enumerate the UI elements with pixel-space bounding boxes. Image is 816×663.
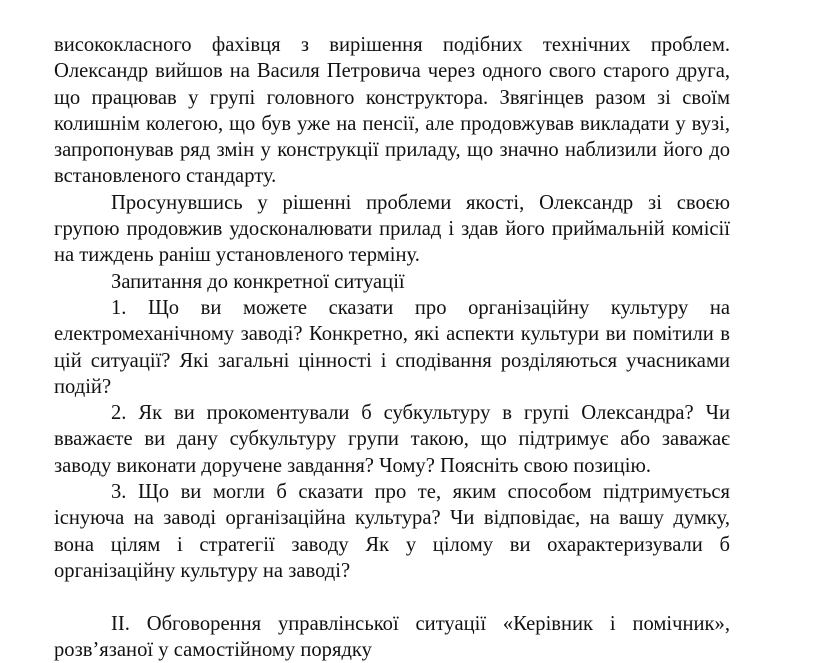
question-item: 1. Що ви можете сказати про організаційну культуру на електромеханічному заводі? Конкретно, які аспекти культури ви помітили в цій ситуації? Які загальні цінності і сподівання розділяються учасниками подій? [54,296,730,398]
section-title: II. Обговорення управлінської ситуації «Керівник і помічник», розв’язаної у самостійному порядку [54,612,730,661]
questions-heading: Запитання до конкретної ситуації [111,270,405,293]
question-item: 3. Що ви могли б сказати про те, яким способом підтримується існуюча на заводі організаційна культура? Чи відповідає, на вашу думку, вона цілям і стратегії заводу Як у цілому ви охарактеризували б організаційну культуру на заводі? [54,481,730,582]
case-paragraph-continued: висококласного фахівця з вирішення подібних технічних проблем. Олександр вийшов на Василя Петровича через одного свого старого друга, що працював у групі головного конструктора. Звягінцев разом зі своїм колишнім колегою, що був уже на пенсії, але продовжував викладати у вузі, запропонував ряд змін у конструкції приладу, що значно наблизили його до встановленого стандарту. [54,34,730,188]
blank-line [54,584,730,610]
document-page [54,32,730,663]
question-item: 2. Як ви прокоментували б субкультуру в групі Олександра? Чи вважаєте ви дану субкультуру групи такою, що підтримує або заважає заводу виконати доручене завдання? Чому? Поясніть свою позицію. [54,402,730,477]
case-paragraph-final: Просунувшись у рішенні проблеми якості, Олександр зі своєю групою продовжив удосконалювати прилад і здав його приймальній комісії на тиждень раніш установленого терміну. [54,191,730,267]
